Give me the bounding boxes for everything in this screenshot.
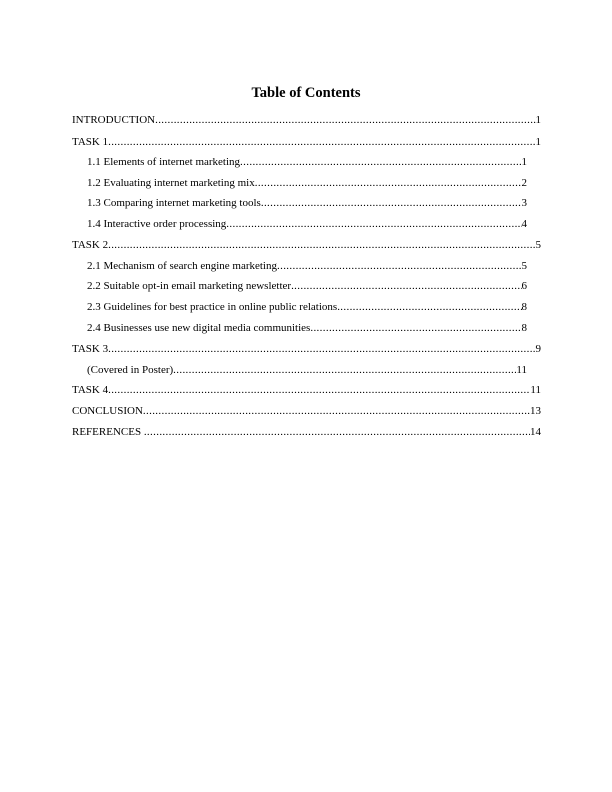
toc-entry-label: REFERENCES (72, 426, 144, 438)
toc-entry-label: 2.1 Mechanism of search engine marketing (87, 260, 277, 272)
toc-dot-leader (226, 218, 521, 231)
toc-dot-leader (155, 114, 535, 127)
toc-entry-introduction[interactable] (72, 114, 541, 127)
toc-dot-leader (144, 426, 530, 439)
toc-entry-1-4[interactable] (87, 218, 527, 231)
toc-dot-leader (143, 405, 530, 418)
toc-entry-label: 2.2 Suitable opt-in email marketing newsletter (87, 280, 292, 292)
toc-entry-task-4[interactable] (72, 384, 541, 397)
toc-dot-leader (108, 343, 535, 356)
toc-entry-page: 4 (521, 218, 527, 230)
toc-entry-covered-in-poster[interactable] (87, 364, 527, 377)
toc-dot-leader (261, 197, 522, 210)
toc-entry-page: 11 (516, 364, 527, 376)
toc-dot-leader (310, 322, 521, 335)
toc-entry-2-3[interactable] (87, 301, 527, 314)
toc-entry-page: 5 (521, 260, 527, 272)
toc-entry-page: 11 (530, 384, 541, 396)
toc-entry-page: 3 (521, 197, 527, 209)
toc-entry-page: 5 (535, 239, 541, 251)
toc-entry-task-1[interactable] (72, 136, 541, 149)
toc-entry-page: 1 (521, 156, 527, 168)
toc-entry-page: 2 (521, 177, 527, 189)
toc-dot-leader (255, 177, 522, 190)
toc-dot-leader (108, 384, 530, 397)
toc-entry-label: CONCLUSION (72, 405, 143, 417)
toc-entry-page: 14 (530, 426, 541, 438)
toc-entry-1-3[interactable] (87, 197, 527, 210)
toc-entry-page: 8 (521, 301, 527, 313)
toc-entry-1-1[interactable] (87, 156, 527, 169)
toc-entry-references[interactable] (72, 426, 541, 439)
toc-entry-label: TASK 1 (72, 136, 109, 148)
toc-entry-conclusion[interactable] (72, 405, 541, 418)
toc-entry-2-4[interactable] (87, 322, 527, 335)
toc-entry-page: 13 (530, 405, 541, 417)
toc-entry-task-2[interactable] (72, 239, 541, 252)
toc-entry-page: 1 (535, 114, 541, 126)
toc-entry-page: 9 (535, 343, 541, 355)
toc-dot-leader (337, 301, 521, 314)
toc-dot-leader (108, 239, 535, 252)
toc-entry-1-2[interactable] (87, 177, 527, 190)
toc-entry-2-1[interactable] (87, 260, 527, 273)
toc-entry-label: TASK 3 (72, 343, 109, 355)
toc-entry-label: 2.3 Guidelines for best practice in online public relations (87, 301, 338, 313)
toc-entry-label: (Covered in Poster) (87, 364, 174, 376)
toc-entry-label: INTRODUCTION (72, 114, 156, 126)
toc-dot-leader (291, 280, 521, 293)
toc-dot-leader (173, 364, 516, 377)
toc-entry-label: 1.1 Elements of internet marketing (87, 156, 241, 168)
toc-entry-page: 8 (521, 322, 527, 334)
toc-entry-page: 1 (535, 136, 541, 148)
toc-entry-label: 1.2 Evaluating internet marketing mix (87, 177, 255, 189)
toc-dot-leader (240, 156, 521, 169)
toc-entry-page: 6 (521, 280, 527, 292)
toc-entry-label: 1.4 Interactive order processing (87, 218, 227, 230)
toc-entry-label: 2.4 Businesses use new digital media communities (87, 322, 311, 334)
toc-dot-leader (108, 136, 535, 149)
toc-entry-label: 1.3 Comparing internet marketing tools (87, 197, 261, 209)
toc-entry-task-3[interactable] (72, 343, 541, 356)
toc-title: Table of Contents (251, 85, 361, 101)
toc-entry-2-2[interactable] (87, 280, 527, 293)
toc-entry-label: TASK 2 (72, 239, 109, 251)
toc-dot-leader (277, 260, 522, 273)
toc-entry-label: TASK 4 (72, 384, 109, 396)
